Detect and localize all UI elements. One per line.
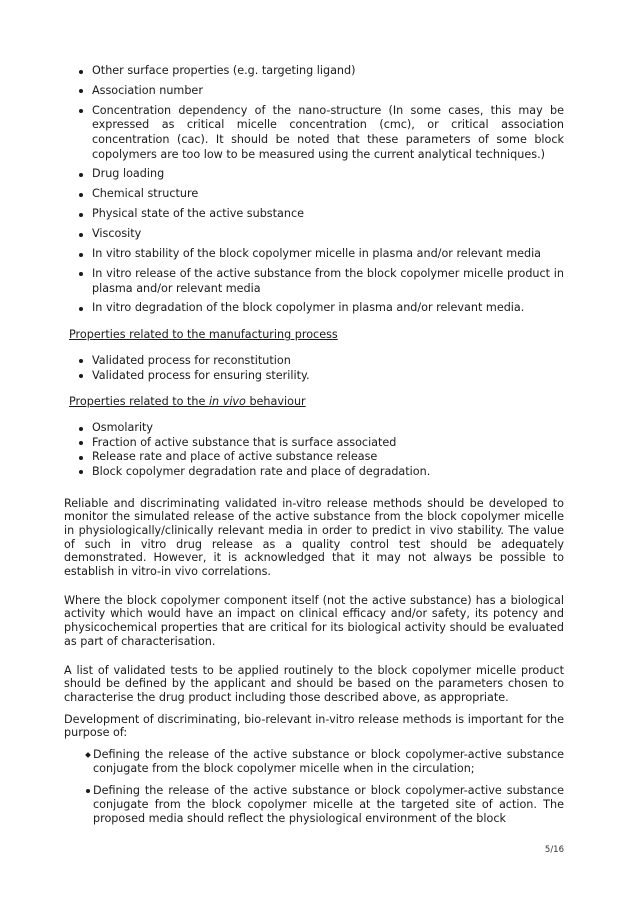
- list-item: Fraction of active substance that is surface associated: [64, 436, 564, 451]
- paragraph-release-methods: Reliable and discriminating validated in-vitro release methods should be developed to monitor the simulated release of the active substance from the block copolymer micelle in physiologically/clinically relevant media in order to predict in vivo stability. The value of such in vitro drug release as a quality control test should be adequately demonstrated. However, it is acknowledged that it may not always be possible to establish in vitro-in vivo correlations.: [64, 496, 564, 579]
- purpose-list: [64, 748, 564, 826]
- list-item: Defining the release of the active substance or block copolymer-active substance conjugate from the block copolymer micelle when in the circulation;: [64, 748, 564, 776]
- list-item: Other surface properties (e.g. targeting ligand): [64, 64, 564, 79]
- list-item: In vitro stability of the block copolymer micelle in plasma and/or relevant media: [64, 247, 564, 262]
- manufacturing-heading-text: Properties related to the manufacturing process: [69, 327, 338, 341]
- paragraph-biological-activity: Where the block copolymer component itself (not the active substance) has a biological activity which would have an impact on clinical efficacy and/or safety, its potency and physicochemical properties that are critical for its biological activity should be evaluated as part of characterisation.: [64, 593, 564, 648]
- list-item: Defining the release of the active substance or block copolymer-active substance conjugate from the block copolymer micelle at the targeted site of action. The proposed media should reflect the physiological environment of the block: [64, 784, 564, 826]
- invivo-heading-italic: in vivo: [208, 395, 246, 409]
- characterisation-list: [64, 64, 564, 316]
- list-item: Block copolymer degradation rate and place of degradation.: [64, 465, 564, 480]
- list-item: Chemical structure: [64, 187, 564, 202]
- invivo-heading-prefix: Properties related to the: [69, 395, 209, 409]
- invivo-list: [64, 421, 564, 479]
- page-number: 5/16: [544, 845, 564, 855]
- list-item: Release rate and place of active substance release: [64, 450, 564, 465]
- manufacturing-list: [64, 354, 564, 383]
- manufacturing-heading: [69, 328, 564, 342]
- invivo-heading: [69, 395, 564, 409]
- invivo-heading-text: [69, 395, 306, 408]
- page-content: [64, 64, 564, 834]
- list-item: In vitro degradation of the block copolymer in plasma and/or relevant media.: [64, 301, 564, 316]
- list-item: Osmolarity: [64, 421, 564, 436]
- list-item: Drug loading: [64, 167, 564, 182]
- list-item: Validated process for reconstitution: [64, 354, 564, 369]
- list-item: Concentration dependency of the nano-structure (In some cases, this may be expressed as critical micelle concentration (cmc), or critical association concentration (cac). It should be noted that these parameters of some block copolymers are too low to be measured using the current analytical techniques.): [64, 104, 564, 162]
- paragraph-validated-tests: A list of validated tests to be applied routinely to the block copolymer micelle product should be defined by the applicant and should be based on the parameters chosen to characterise the drug product including those described above, as appropriate.: [64, 663, 564, 704]
- list-item: Viscosity: [64, 227, 564, 242]
- list-item: Physical state of the active substance: [64, 207, 564, 222]
- list-item: In vitro release of the active substance from the block copolymer micelle product in plasma and/or relevant media: [64, 267, 564, 296]
- list-item: Validated process for ensuring sterility.: [64, 369, 564, 384]
- list-item: Association number: [64, 84, 564, 99]
- paragraph-development: Development of discriminating, bio-relevant in-vitro release methods is important for the purpose of:: [64, 712, 564, 740]
- invivo-heading-suffix: behaviour: [245, 395, 306, 409]
